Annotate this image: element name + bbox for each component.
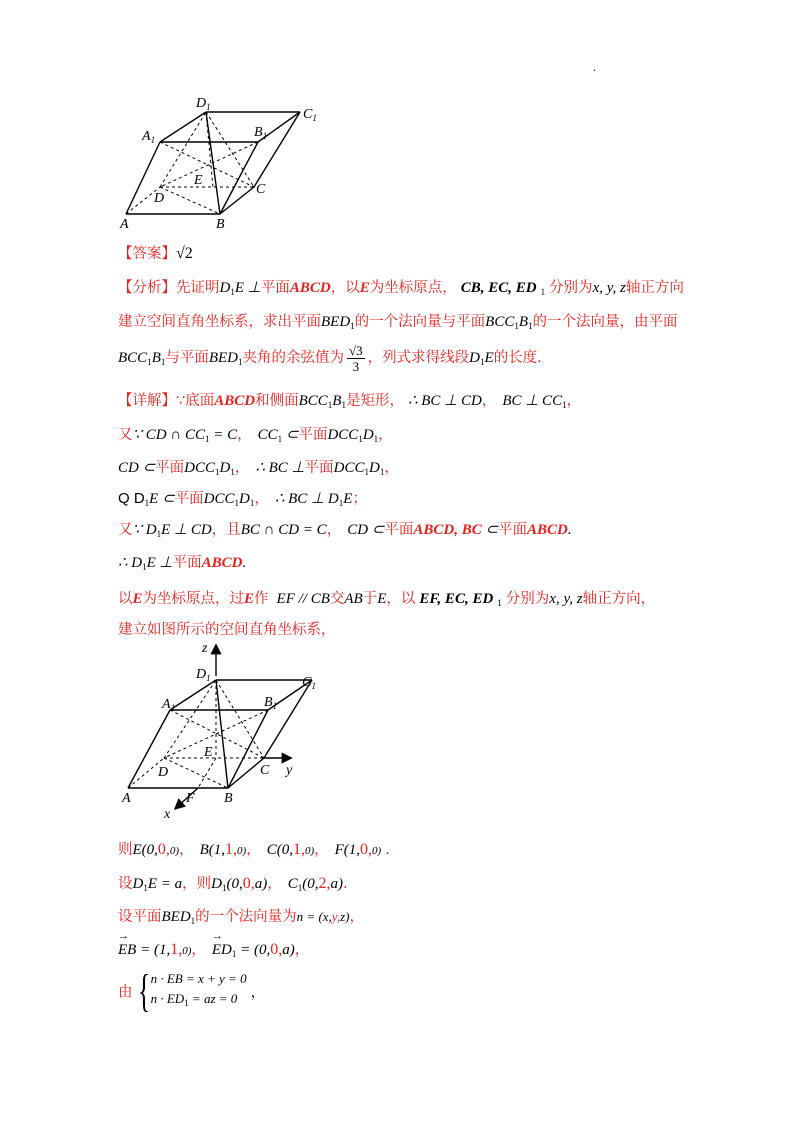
math: E ⊂ — [149, 491, 175, 507]
math: = C — [209, 427, 238, 443]
math: n · ED — [150, 991, 185, 1006]
text: 设 — [118, 876, 133, 892]
math: ABCD — [527, 522, 568, 538]
math-red: 1, — [225, 841, 238, 858]
math-red: 1, — [170, 941, 183, 958]
math-red: 0, — [270, 941, 283, 958]
text: ， — [378, 427, 393, 443]
math: (0, — [302, 876, 319, 892]
set-a-line: 设$D_1E = a$，则$D_1(0,0,a)$， $C_1(0,2,a)$. — [118, 875, 348, 893]
math: E — [377, 591, 387, 607]
math-red: y, — [331, 909, 341, 924]
math: E — [343, 491, 353, 507]
text: 由 — [118, 984, 133, 1001]
system-rows — [151, 969, 247, 1013]
text: 为坐标原点，过 — [142, 591, 245, 607]
detail-line-4: Q $D_1E$ ⊂平面$DCC_1D_1$， ∴ BC ⊥ $D_1E$； — [118, 490, 367, 508]
math: E ⊥ — [234, 280, 261, 296]
answer-line — [118, 242, 193, 263]
text: 平面 — [498, 522, 528, 538]
math-red: 1, — [292, 841, 305, 858]
text: ， — [179, 842, 194, 858]
text: ， — [294, 942, 310, 958]
math-red: 2, — [318, 875, 331, 892]
math: ⊂ — [481, 522, 499, 538]
math: E — [359, 280, 370, 296]
label-C1: $C_1$ — [303, 107, 317, 123]
math: ABCD, BC — [413, 522, 482, 538]
text: 分别为 — [505, 591, 550, 607]
math: → EB = (1, — [118, 942, 170, 958]
text: 的一个法向量，由平面 — [532, 314, 678, 330]
math: Q D — [118, 490, 145, 507]
text: 和侧面 — [255, 393, 299, 409]
math-red: 0, — [360, 841, 373, 858]
detail-line-1: 【详解】∵底面ABCD和侧面$BCC_1B_1$是矩形， ∴ BC ⊥ CD， BC ⊥ $CC_1$， — [118, 393, 582, 410]
math: ∴ BC ⊥ — [255, 460, 305, 476]
text: ， — [314, 842, 329, 858]
axis-x-label: x — [164, 807, 171, 822]
text: ，则 — [182, 876, 212, 892]
label-C1: $C_1$ — [302, 675, 316, 691]
math: B — [518, 314, 529, 330]
math: D — [362, 427, 374, 443]
text: 平面 — [155, 460, 185, 476]
normal-vector-line: 设平面$BED_1$的一个法向量为n = (x,y,z)， — [118, 909, 364, 926]
math: ∵ CD ∩ CC — [132, 427, 205, 443]
text: 为坐标原点， — [369, 280, 457, 296]
math: DCC — [327, 427, 359, 443]
text: ， — [237, 427, 252, 443]
text: ， — [384, 460, 399, 476]
detail-line-6: ∴ $D_1E$ ⊥平面ABCD. — [118, 555, 247, 572]
math: D — [239, 491, 250, 507]
label-A: A — [120, 217, 129, 232]
math: → ED — [212, 942, 232, 958]
text: 平面 — [172, 555, 202, 571]
math: D — [219, 280, 231, 296]
text: 的一个法向量与平面 — [354, 314, 486, 330]
math: 0) — [372, 845, 382, 857]
text: 于 — [362, 591, 378, 607]
math: D — [368, 460, 380, 476]
text: 则 — [118, 842, 133, 858]
label-E: E — [204, 745, 213, 760]
analysis-line-3: $BCC_1B_1$与平面$BED_1$夹角的余弦值为 $\frac{√3}{3}$ ，列式求得线段$D_1E$的长度. — [118, 343, 542, 374]
math: ∴ D — [118, 555, 143, 571]
math-red: 0, — [242, 875, 255, 892]
analysis-line-1 — [118, 276, 684, 297]
math: . — [567, 522, 572, 538]
fraction-sqrt3-over-3: $\frac{√3}{3}$ — [349, 343, 363, 374]
text: ， — [254, 491, 269, 507]
label-C: C — [256, 182, 266, 197]
math: n = (x, — [296, 909, 332, 924]
figure-parallelepiped-1 — [118, 92, 328, 232]
text: 以 — [118, 591, 133, 607]
math: C(0, — [266, 842, 293, 858]
math: E — [132, 591, 143, 607]
math: DCC — [333, 460, 365, 476]
sub: 1 — [230, 287, 235, 297]
text: ，以 — [386, 591, 416, 607]
math: ABCD — [214, 393, 256, 409]
text: ，列式求得线段 — [367, 350, 470, 367]
figure-parallelepiped-2 — [118, 638, 318, 823]
math: a) — [282, 942, 295, 958]
text: 是矩形， — [345, 393, 404, 409]
math: B — [151, 350, 161, 367]
math: BED — [161, 909, 191, 925]
text: ， — [191, 942, 206, 958]
analysis-line-2: 建立空间直角坐标系，求出平面$BED_1$的一个法向量与平面$BCC_1B_1$的一个法向量，由平面 — [118, 314, 678, 331]
equation-row-1: n · EB = x + y = 0 — [150, 971, 247, 986]
math: x, y, z — [592, 280, 626, 296]
text: ， — [326, 522, 342, 538]
answer-label: 【答案】 — [118, 246, 176, 262]
math: D — [219, 460, 231, 476]
text: 的一个法向量为 — [195, 909, 297, 925]
label-B: B — [224, 791, 233, 806]
text: 又 — [118, 427, 133, 443]
text: ， — [267, 876, 282, 892]
math: 0) — [304, 845, 315, 857]
vectors: CB, EC, ED — [460, 280, 537, 296]
answer-value: √2 — [176, 245, 193, 262]
math: BCC — [485, 314, 515, 330]
text: ∵底面 — [176, 393, 215, 409]
text: ，且 — [211, 522, 241, 538]
text: 先证明 — [176, 280, 220, 296]
math: BCC — [298, 393, 328, 409]
label-B: B — [216, 217, 225, 232]
label-B1: $B_1$ — [254, 125, 268, 141]
text: 建立空间直角坐标系，求出平面 — [118, 314, 321, 330]
text: 建立如图所示的空间直角坐标系， — [118, 622, 336, 638]
math: (0, — [226, 876, 243, 892]
text: 与平面 — [165, 350, 209, 367]
text: 夹角的余弦值为 — [242, 350, 345, 367]
math: E ⊥ — [146, 555, 173, 571]
math: BCC — [118, 350, 148, 367]
text: 平面 — [384, 522, 414, 538]
math: BC ∩ CD = C — [240, 522, 327, 538]
detail-line-5: 又∵ $D_1E$ ⊥ CD，且BC ∩ CD = C， CD ⊂平面ABCD, BC ⊂平面ABCD. — [118, 522, 572, 539]
label-B1: $B_1$ — [264, 695, 278, 711]
vectors-line: → EB = (1,1,0)，→ $ED_1 = (0,0,a)$， — [118, 938, 309, 959]
math: CD ⊂ — [118, 460, 156, 476]
math: DCC — [203, 491, 235, 507]
label-C: C — [260, 763, 270, 778]
math: B — [332, 393, 342, 409]
math: D — [211, 876, 222, 892]
text: 交 — [329, 591, 345, 607]
text: ； — [352, 491, 367, 507]
math: BC ⊥ CC — [502, 393, 563, 409]
text: ， — [481, 393, 497, 409]
math: B(1, — [199, 842, 226, 858]
text: 作 — [254, 591, 269, 607]
math: 0) — [237, 845, 247, 857]
math: = az = 0 — [188, 991, 238, 1006]
text: 设平面 — [118, 909, 162, 925]
analysis-label: 【分析】 — [118, 280, 176, 296]
detail-line-2: 又∵ CD ∩ $CC_1 = C$， $CC_1$ ⊂平面$DCC_1D_1$， — [118, 427, 393, 444]
math: D — [469, 350, 481, 367]
math: 0) — [169, 845, 180, 857]
label-F: F — [186, 791, 195, 806]
detail-line-3: CD ⊂平面$DCC_1D_1$， ∴ BC ⊥平面$DCC_1D_1$， — [118, 460, 399, 477]
axis-z-label: z — [202, 641, 208, 656]
math: CD ⊂ — [347, 522, 385, 538]
math: . — [242, 555, 247, 571]
math: E ⊥ CD — [161, 522, 212, 538]
text: 平面 — [260, 280, 290, 296]
math: F(1, — [334, 842, 361, 858]
label-A: A — [122, 791, 131, 806]
math: ∴ BC ⊥ D — [274, 491, 339, 507]
label-A1: $A_1$ — [142, 129, 156, 145]
math: D — [132, 876, 144, 892]
math: a) — [254, 876, 268, 892]
math: E(0, — [132, 842, 158, 858]
text: ，以 — [330, 280, 360, 296]
text: ， — [250, 984, 266, 1001]
math: a) — [330, 876, 343, 892]
math: AB — [344, 591, 363, 607]
label-D1: $D_1$ — [196, 667, 211, 683]
math: z) — [340, 909, 350, 924]
left-brace: { — [137, 965, 150, 1016]
text: 轴正方向， — [582, 591, 656, 607]
equation-row-2: $n \cdot ED_1$ = az = 0 — [150, 991, 238, 1008]
axis-y-label: y — [286, 763, 293, 778]
label-D: D — [154, 191, 165, 206]
math: E — [244, 591, 255, 607]
text: 的长度. — [493, 350, 542, 367]
math: DCC — [184, 460, 215, 476]
math: ABCD — [289, 280, 331, 296]
detail-label: 【详解】 — [118, 393, 176, 409]
text: 平面 — [174, 491, 204, 507]
equation-system — [118, 965, 266, 1016]
page-dot: . — [593, 60, 596, 74]
math: E — [484, 350, 494, 367]
label-E: E — [194, 173, 203, 188]
text: ， — [349, 909, 364, 925]
label-D: D — [158, 765, 169, 780]
sub: 1 — [540, 287, 546, 297]
math: ∴ BC ⊥ CD — [407, 393, 482, 409]
math: CC — [257, 427, 278, 443]
math: E = a — [147, 876, 183, 892]
text: ， — [234, 460, 250, 476]
text: . — [385, 842, 390, 858]
vectors: EF, EC, ED — [419, 591, 494, 607]
math: = (0, — [236, 942, 271, 958]
detail-line-7: 以E为坐标原点，过E作 EF // CB交AB于E，以 EF, EC, ED $_1$ 分别为x, y, z轴正方向， — [118, 591, 656, 608]
math-red: 0, — [157, 841, 170, 858]
math: ABCD — [201, 555, 243, 571]
text: 平面 — [298, 427, 328, 443]
text: 分别为 — [549, 280, 593, 296]
math: ∵ D — [132, 522, 157, 538]
text: . — [343, 876, 348, 892]
text: ， — [246, 842, 261, 858]
text: 平面 — [304, 460, 334, 476]
math: BED — [321, 314, 351, 330]
coords-line — [118, 838, 390, 859]
label-A1: $A_1$ — [162, 697, 176, 713]
label-D1: $D_1$ — [196, 96, 211, 112]
math: x, y, z — [549, 591, 583, 607]
math: C — [287, 876, 298, 892]
math: 0) — [182, 945, 192, 957]
math: EF // CB — [276, 591, 330, 607]
detail-line-8 — [118, 618, 336, 639]
text: 轴正方向 — [625, 280, 684, 296]
text: 又 — [118, 522, 133, 538]
math: ⊂ — [282, 427, 299, 443]
math: BED — [208, 350, 239, 367]
text: ， — [566, 393, 582, 409]
